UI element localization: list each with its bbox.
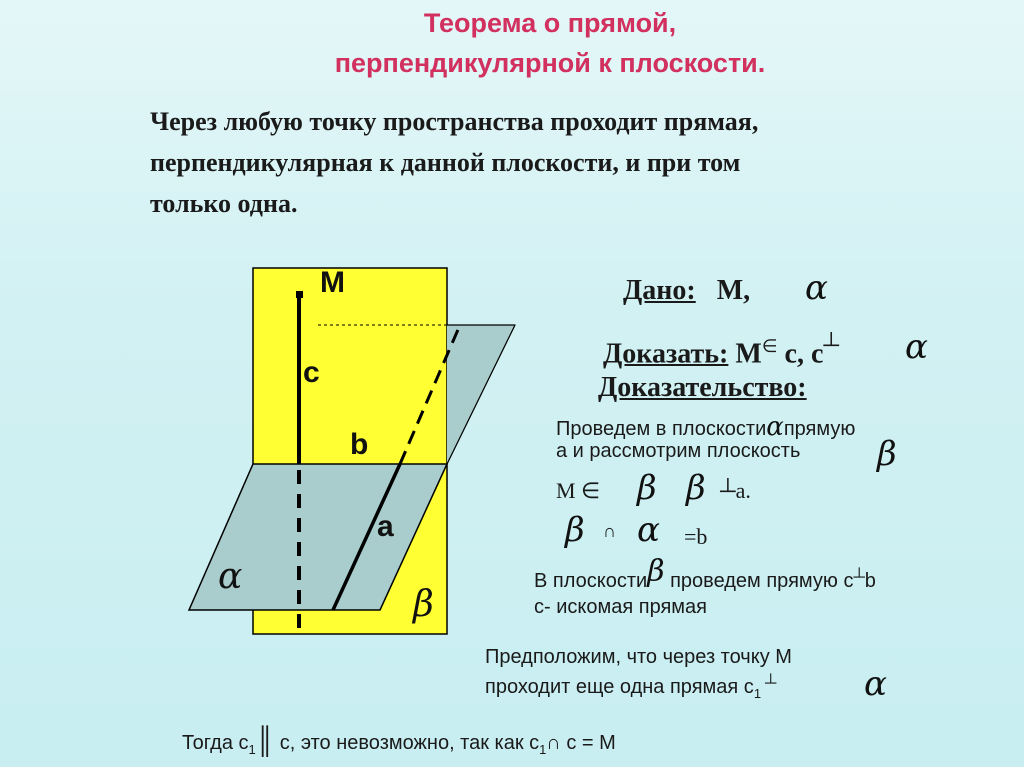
- prove-alpha: α: [905, 327, 928, 367]
- label-c: c: [303, 356, 320, 389]
- statement-line-3: только одна.: [150, 189, 298, 218]
- proof-line-5-perp: ┴: [853, 569, 865, 586]
- proof-line-1: [556, 412, 855, 442]
- parallel-symbol: ║: [255, 725, 275, 755]
- proof-line-8: [485, 676, 776, 701]
- proof-line-5a: В плоскости: [534, 570, 648, 592]
- elem-symbol: ∈: [761, 336, 778, 356]
- proof-line-4-cap: ∩: [603, 521, 616, 541]
- proof-line-5b: проведем прямую c: [664, 570, 854, 592]
- given-row: [623, 275, 750, 307]
- title-line-2: перпендикулярной к плоскости.: [334, 48, 766, 78]
- proof-line-3-beta2: β: [686, 468, 706, 508]
- proof-line-8-text: проходит еще одна прямая c: [485, 676, 754, 698]
- proof-line-2-text: а и рассмотрим плоскость: [556, 440, 801, 462]
- proof-line-9b: c, это невозможно, так как c: [274, 732, 540, 754]
- proof-line-7: Предположим, что через точку M: [485, 646, 792, 668]
- proof-line-5: [534, 554, 876, 595]
- proof-line-3-perp: ┴a.: [720, 478, 751, 503]
- proof-line-9-sub2: 1: [539, 742, 547, 757]
- proof-line-8-sub: 1: [753, 686, 762, 701]
- proof-line-1a: Проведем в плоскости: [556, 418, 767, 440]
- proof-line-5c: b: [864, 570, 876, 592]
- proof-line-9-sub1: 1: [248, 742, 256, 757]
- proof-line-3-beta1: β: [637, 468, 657, 508]
- statement-line-1: Через любую точку пространства проходит прямая,: [150, 107, 759, 136]
- proof-line-9c: ∩ c = M: [546, 732, 616, 754]
- proof-line-4-beta: β: [565, 510, 585, 550]
- proof-line-4-eq: =b: [684, 524, 708, 549]
- proof-line-4-alpha: α: [637, 510, 660, 550]
- prove-c: c, c: [777, 338, 824, 370]
- proof-line-6: c- искомая прямая: [534, 596, 708, 618]
- point-m: [296, 291, 303, 298]
- proof-line-1-alpha: α: [766, 412, 784, 442]
- proof-line-2: [556, 440, 800, 463]
- proof-line-9: [182, 725, 616, 757]
- proof-label: Доказательство:: [598, 372, 807, 403]
- proof-line-8-alpha: α: [864, 664, 887, 704]
- proof-line-8-perp: ┴: [765, 675, 777, 692]
- proof-line-2-beta: β: [877, 434, 897, 474]
- label-m: M: [320, 266, 345, 299]
- proof-line-3-m: M ∈: [556, 478, 601, 503]
- given-value: M,: [716, 275, 751, 306]
- prove-row: [603, 332, 839, 370]
- given-label: Дано:: [623, 275, 696, 306]
- label-beta: β: [413, 584, 434, 625]
- perp-symbol: ┴: [823, 332, 839, 358]
- statement-line-2: перпендикулярная к данной плоскости, и при том: [150, 148, 741, 177]
- label-b: b: [350, 428, 369, 461]
- proof-line-9a: Тогда c: [182, 732, 249, 754]
- title-line-1: Теорема о прямой,: [423, 8, 677, 38]
- given-alpha: α: [805, 268, 828, 308]
- proof-line-1b: прямую: [783, 418, 856, 440]
- prove-m: M: [728, 338, 762, 370]
- prove-label: Доказать:: [603, 338, 729, 370]
- proof-line-5-beta: β: [647, 554, 665, 589]
- label-a: a: [377, 510, 394, 543]
- label-alpha: α: [218, 556, 243, 597]
